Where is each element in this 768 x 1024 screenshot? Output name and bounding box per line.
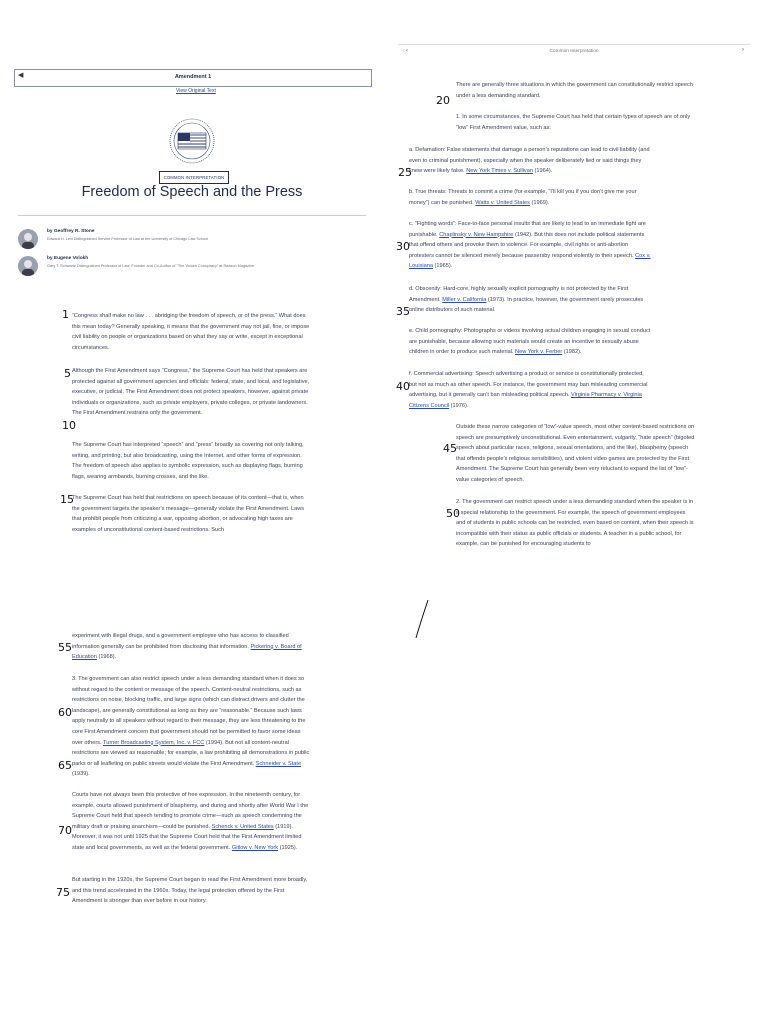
paragraph: Courts have not always been this protective of free expression. In the nineteenth century, for example, courts allowed punishment of blasphemy, and during and shortly after World War I the Supreme Court held that speech tending to promote crime—such as speech condemning the military draft or praising anarchism—could be punished. Schenck v. United States (1919). Moreover, it was not until 1925 that the Supreme Court held that the First Amendment limited state and local governments, as well as the federal government. Gitlow v. New York (1925). [72, 792, 309, 851]
case-link[interactable]: Watts v. United States [475, 199, 530, 206]
author-description: Edward H. Levi Distinguished Service Professor of Law at the University of Chicago Law School [47, 237, 209, 241]
case-link[interactable]: Pickering v. Board of Education [72, 643, 302, 661]
paragraph: The Supreme Court has held that restrictions on speech because of its content—that is, when the government targets the speaker’s message—generally violate the First Amendment. Laws that prohibit people from criticizing a war, opposing abortion, or advocating high taxes are examples of unconstitutional content-based restrictions. Such [72, 495, 305, 533]
author-name: by Geoffrey R. Stone [47, 229, 95, 234]
paragraph: b. True threats: Threats to commit a crime (for example, “I’ll kill you if you don’t give me your money”) can be punished. Watts v. United States (1969). [409, 189, 637, 206]
line-number: 20 [436, 94, 450, 107]
case-link[interactable]: Gitlow v. New York [231, 844, 279, 851]
next-arrow-icon[interactable]: › [742, 47, 744, 53]
common-interpretation-badge: COMMON INTERPRETATION [159, 171, 229, 184]
avatar [18, 256, 38, 276]
amendment-title: Amendment 1 [174, 74, 212, 80]
line-number: 40 [396, 380, 410, 393]
case-link[interactable]: Virginia Pharmacy v. Virginia Citizens Council [409, 392, 642, 409]
paragraph: c. “Fighting words”: Face-to-face personal insults that are likely to lead to an immediate fight are punishable. Chaplinsky v. New Hampshire (1942). But this does not include political statements that offend others and provoke them to violence. For example, civil rights or anti-abortion protesters cannot be silenced merely because passersby respond violently to their speech. Cox v. Louisiana (1965). [409, 221, 651, 270]
case-link[interactable]: New York Times v. Sullivan [466, 168, 533, 175]
paragraph: a. Defamation: False statements that damage a person’s reputations can lead to civil liability (and even to criminal punishment), especially when the speaker deliberately lied or said things they knew were likely false. New York Times v. Sullivan (1964). [409, 147, 650, 175]
paragraph: 3. The government can also restrict speech under a less demanding standard when it does so without regard to the content or message of the speech. Content-neutral restrictions, such as restrictions on noise, blocking traffic, and large signs (which can distract drivers and clutter the landscape), are generally constitutional as long as they are “reasonable.” Because such laws apply neutrally to all speakers without regard to their message, they are less threatening to the core First Amendment concern that government should not be permitted to favor some ideas over others. Turner Broadcasting System, Inc. v. FCC (1994). But not all content-neutral restrictions are viewed as reasonable; for example, a law prohibiting all demonstrations in public parks or all leafleting on public streets would violate the First Amendment. Schneider v. State (1939). [72, 676, 310, 778]
line-number: 1 [62, 308, 69, 321]
paragraph: f. Commercial advertising: Speech advertising a product or service is constitutionally protected, but not as much as other speech. For instance, the government may ban misleading commercial advertising, but it generally can’t ban misleading political speech. Virginia Pharmacy v. Virginia Citizens Council (1976). [409, 371, 648, 409]
case-link[interactable]: New York v. Ferber [515, 349, 563, 356]
section-title: Common Interpretation [549, 49, 599, 54]
paragraph: e. Child pornography: Photographs or videos involving actual children engaging in sexual conduct are punishable, because allowing such materials would create an incentive to sexually abuse children in order to produce such material. New York v. Ferber (1982). [409, 328, 651, 356]
author-name: by Eugene Volokh [47, 256, 89, 261]
prev-arrow-icon[interactable]: ‹ [406, 48, 408, 54]
author-description: Gary T. Schwartz Distinguished Professor of Law; Founder and Co-Author of "The Volokh Conspiracy" at Reason Magazine [47, 264, 255, 268]
line-number: 30 [396, 240, 410, 253]
paragraph: There are generally three situations in which the government can constitutionally restrict speech under a less demanding standard. [456, 82, 693, 99]
line-number: 15 [60, 493, 74, 506]
line-number: 35 [396, 305, 410, 318]
line-number: 25 [398, 166, 412, 179]
paragraph: Outside these narrow categories of “low”-value speech, most other content-based restrictions on speech are presumptively unconstitutional. Even entertainment, vulgarity, “hate speech” (bigoted speech about particular races, religions, sexual orientations, and the like), blasphemy (speech that offends people’s religious sensibilities), and violent video games are protected by the First Amendment. The Supreme Court has generally been very reluctant to expand the list of “low”-value categories of speech. [456, 424, 695, 483]
header-divider [398, 44, 750, 45]
case-link[interactable]: Turner Broadcasting System, Inc. v. FCC [103, 739, 205, 746]
pen-stroke-mark [410, 598, 440, 642]
common-interpretation-header [398, 46, 750, 58]
paragraph: The Supreme Court has interpreted “speech” and “press” broadly as covering not only talking, writing, and printing, but also broadcasting, using the Internet, and other forms of expression. The freedom of speech also applies to symbolic expression, such as displaying flags, burning flags, wearing armbands, burning crosses, and the like. [72, 442, 304, 480]
line-number: 70 [58, 824, 72, 837]
paragraph: 2. The government can restrict speech under a less demanding standard when the speaker is in a special relationship to the government. For example, the speech of government employees and of students in public schools can be restricted, even based on content, when their speech is incompatible with their status as public officials or students. A teacher in a public school, for example, can be punished for encouraging students to [456, 499, 694, 548]
paragraph: “Congress shall make no law . . . abridging the freedom of speech, or of the press.” What does this mean today? Generally speaking, it means that the government may not jail, fine, or impose civil liability on people or organizations based on what they say or write, except in exceptional circumstances. [72, 313, 310, 351]
paragraph: Although the First Amendment says “Congress,” the Supreme Court has held that speakers are protected against all government agencies and officials: federal, state, and local, and legislative, executive, or judicial. The First Amendment does not protect speakers, however, against private individuals or organizations, such as private employers, private colleges, or private landowners. The First Amendment restrains only the government. [72, 368, 310, 417]
line-number: 75 [56, 886, 70, 899]
case-link[interactable]: Schenck v. United States [211, 823, 274, 830]
paragraph: But starting in the 1920s, the Supreme Court began to read the First Amendment more broadly, and this trend accelerated in the 1960s. Today, the legal protection offered by the First Amendment is stronger than ever before in our history. [72, 877, 308, 905]
paragraph: 1. In some circumstances, the Supreme Court has held that certain types of speech are of only “low” First Amendment value, such as: [456, 114, 691, 131]
line-number: 65 [58, 759, 72, 772]
line-number: 50 [446, 507, 460, 520]
constitution-seal-icon [168, 117, 216, 165]
back-arrow-icon[interactable]: ◀ [18, 72, 24, 79]
amendment-header-bar [14, 69, 372, 87]
line-number: 55 [58, 641, 72, 654]
case-link[interactable]: Schneider v. State [255, 760, 302, 767]
paragraph: experiment with illegal drugs, and a government employee who has access to classified information generally can be prohibited from disclosing that information. Pickering v. Board of Education (1968). [72, 633, 302, 661]
case-link[interactable]: Cox v. Louisiana [409, 252, 651, 270]
view-original-text-link[interactable]: View Original Text [176, 88, 216, 94]
avatar [18, 229, 38, 249]
line-number: 60 [58, 706, 72, 719]
line-number: 10 [62, 419, 76, 432]
title-divider [18, 215, 366, 216]
case-link[interactable]: Miller v. California [442, 296, 487, 303]
line-number: 5 [64, 367, 71, 380]
paragraph: d. Obscenity: Hard-core, highly sexually explicit pornography is not protected by the First Amendment. Miller v. California (1973). In practice, however, the government rarely prosecutes online distributors of such material. [409, 286, 644, 314]
page-title: Freedom of Speech and the Press [81, 184, 303, 200]
line-number: 45 [443, 442, 457, 455]
case-link[interactable]: Chaplinsky v. New Hampshire [439, 231, 514, 238]
